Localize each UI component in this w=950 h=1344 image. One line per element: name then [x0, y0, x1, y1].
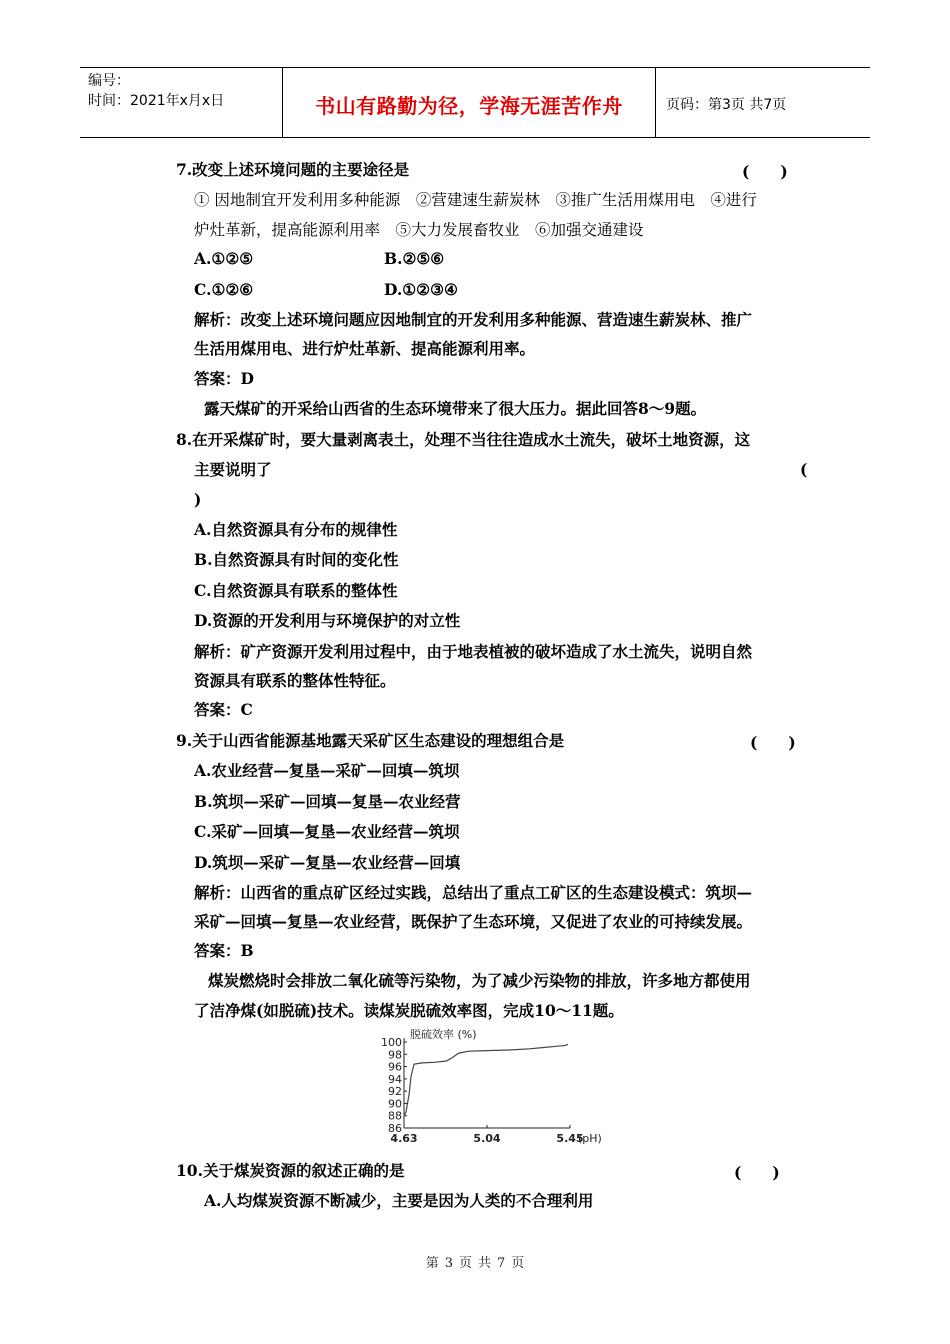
- q8-stem-line2: 主要说明了: [194, 460, 272, 479]
- q9-option-b: B.筑坝—采矿—回填—复垦—农业经营: [194, 792, 461, 811]
- chart-y-tick-label: 90: [388, 1097, 402, 1111]
- chart-y-tick-label: 88: [388, 1109, 402, 1123]
- footer-text-ye2: 页: [511, 1256, 525, 1271]
- q7-option-a: A.①②⑤: [194, 249, 254, 268]
- chart-axes: [404, 1038, 570, 1128]
- q7-option-d: D.①②③④: [384, 280, 458, 299]
- q10-option-a: A.人均煤炭资源不断减少，主要是因为人类的不合理利用: [204, 1191, 594, 1210]
- q7-paren: ( ): [742, 162, 788, 181]
- header-motto: 书山有路勤为径，学海无涯苦作舟: [315, 94, 623, 118]
- footer-total-pages: 7: [497, 1256, 506, 1271]
- q8-stem-line1: 8.在开采煤矿时，要大量剥离表土，处理不当往往造成水土流失，破坏土地资源，这: [176, 430, 751, 449]
- q8-paren-close: ): [194, 490, 202, 509]
- q7-option-b: B.②⑤⑥: [384, 249, 445, 268]
- page-footer: [0, 1252, 950, 1271]
- footer-text-ye: 页: [458, 1256, 472, 1271]
- q9-analysis-line2: 采矿—回填—复垦—农业经营，既保护了生态环境，又促进了农业的可持续发展。: [194, 912, 753, 931]
- q8-option-a: A.自然资源具有分布的规律性: [194, 520, 398, 539]
- q9-paren: ( ): [750, 733, 796, 752]
- header-page-info: 页码：第3页 共7页: [666, 97, 787, 113]
- desulfurization-efficiency-chart: [370, 1026, 610, 1150]
- q8-option-b: B.自然资源具有时间的变化性: [194, 550, 399, 569]
- q8-analysis-line1: 解析：矿产资源开发利用过程中，由于地表植被的破坏造成了水土流失，说明自然: [194, 642, 753, 661]
- footer-text-di: 第: [425, 1256, 439, 1271]
- q10-paren: ( ): [734, 1163, 780, 1182]
- chart-y-tick-label: 94: [388, 1072, 402, 1086]
- intro-10-11-line2: 了洁净煤(如脱硫)技术。读煤炭脱硫效率图，完成10～11题。: [194, 1001, 624, 1020]
- q9-option-c: C.采矿—回填—复垦—农业经营—筑坝: [194, 822, 460, 841]
- chart-y-tick-label: 92: [388, 1085, 402, 1099]
- chart-x-axis-label: (pH): [578, 1132, 602, 1145]
- footer-text-gong: 共: [478, 1256, 492, 1271]
- q8-answer: 答案：C: [194, 700, 253, 719]
- intro-10-11-line1: 煤炭燃烧时会排放二氧化硫等污染物，为了减少污染物的排放，许多地方都使用: [208, 971, 751, 990]
- chart-x-tick-label: 5.04: [473, 1132, 501, 1145]
- q7-stem: 7.改变上述环境问题的主要途径是: [176, 160, 410, 179]
- q9-stem: 9.关于山西省能源基地露天采矿区生态建设的理想组合是: [176, 731, 565, 750]
- chart-series-line: [404, 1045, 568, 1116]
- q7-option-c: C.①②⑥: [194, 280, 254, 299]
- q7-analysis-line2: 生活用煤用电、进行炉灶革新、提高能源利用率。: [194, 339, 536, 358]
- intro-8-9: 露天煤矿的开采给山西省的生态环境带来了很大压力。据此回答8～9题。: [204, 399, 707, 418]
- q10-stem: 10.关于煤炭资源的叙述正确的是: [176, 1161, 405, 1180]
- chart-x-tick-label: 5.45: [556, 1132, 584, 1145]
- q9-analysis-line1: 解析：山西省的重点矿区经过实践，总结出了重点工矿区的生态建设模式：筑坝—: [194, 883, 753, 902]
- chart-y-tick-label: 96: [388, 1060, 402, 1074]
- footer-page-number: 3: [444, 1256, 453, 1271]
- q8-option-d: D.资源的开发利用与环境保护的对立性: [194, 611, 461, 630]
- chart-y-ticks: [381, 1036, 407, 1135]
- q9-option-d: D.筑坝—采矿—复垦—农业经营—回填: [194, 853, 461, 872]
- q8-analysis-line2: 资源具有联系的整体性特征。: [194, 671, 396, 690]
- header-page-cell: [656, 68, 870, 137]
- header-table: [80, 67, 870, 138]
- q7-answer: 答案：D: [194, 369, 254, 388]
- q8-option-c: C.自然资源具有联系的整体性: [194, 581, 398, 600]
- chart-y-tick-label: 100: [381, 1036, 402, 1049]
- q8-paren-open: (: [800, 460, 808, 479]
- header-motto-cell: [283, 68, 656, 137]
- chart-title: 脱硫效率 (%): [410, 1028, 477, 1041]
- chart-x-tick-label: 4.63: [390, 1132, 418, 1145]
- q9-answer: 答案：B: [194, 941, 254, 960]
- q9-option-a: A.农业经营—复垦—采矿—回填—筑坝: [194, 761, 460, 780]
- header-meta-cell: [80, 68, 283, 137]
- q7-analysis-line1: 解析：改变上述环境问题应因地制宜的开发利用多种能源、营造速生薪炭林、推广: [194, 310, 753, 329]
- document-number-label: 编号：: [88, 73, 130, 89]
- document-date-label: 时间：2021年x月x日: [88, 93, 225, 109]
- chart-y-tick-label: 86: [388, 1122, 402, 1135]
- chart-y-tick-label: 98: [388, 1048, 402, 1062]
- q7-options-line2: 炉灶革新，提高能源利用率 ⑤大力发展畜牧业 ⑥加强交通建设: [194, 221, 644, 239]
- q7-options-line1: ① 因地制宜开发利用多种能源 ②营建速生薪炭林 ③推广生活用煤用电 ④进行: [194, 191, 757, 209]
